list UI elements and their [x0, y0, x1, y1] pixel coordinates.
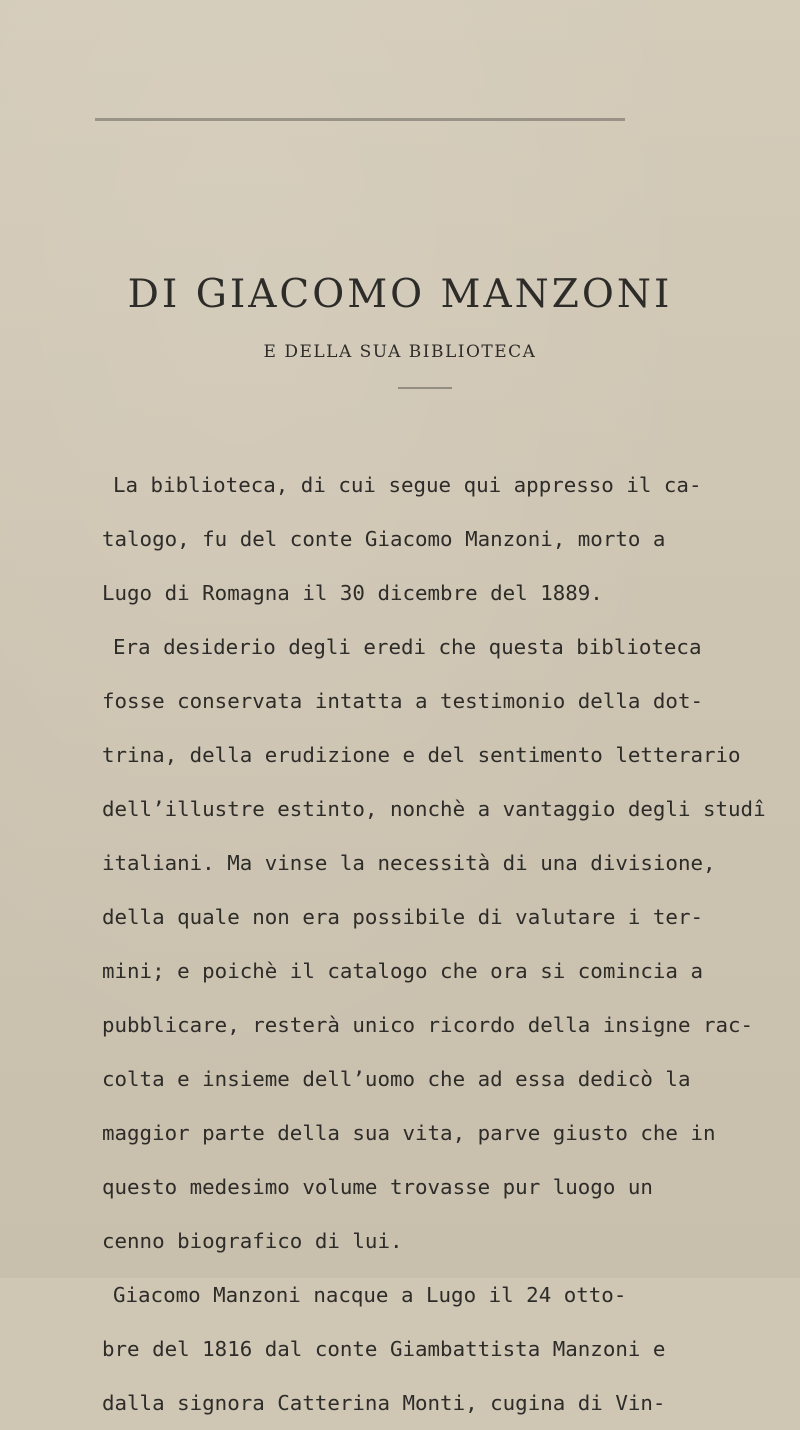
text-line: maggior parte della sua vita, parve giusto che in	[102, 1121, 716, 1145]
text-line: La biblioteca, di cui segue qui appresso il ca-	[113, 473, 702, 497]
title-divider	[398, 387, 452, 389]
text-line: talogo, fu del conte Giacomo Manzoni, morto a	[102, 527, 666, 551]
header-rule	[95, 118, 625, 121]
text-line: dalla signora Catterina Monti, cugina di Vin-	[102, 1391, 666, 1415]
text-line: bre del 1816 dal conte Giambattista Manzoni e	[102, 1337, 666, 1361]
text-line: questo medesimo volume trovasse pur luogo un	[102, 1175, 653, 1199]
text-line: Giacomo Manzoni nacque a Lugo il 24 otto-	[113, 1283, 627, 1307]
text-line: fosse conservata intatta a testimonio della dot-	[102, 689, 703, 713]
text-line: pubblicare, resterà unico ricordo della insigne rac-	[102, 1013, 754, 1037]
page-subtitle: E DELLA SUA BIBLIOTECA	[263, 342, 537, 362]
page-title: DI GIACOMO MANZONI	[127, 272, 673, 317]
text-line: Lugo di Romagna il 30 dicembre del 1889.	[102, 581, 603, 605]
text-line: mini; e poichè il catalogo che ora si comincia a	[102, 959, 703, 983]
text-line: trina, della erudizione e del sentimento letterario	[102, 743, 741, 767]
text-line: dell’illustre estinto, nonchè a vantaggio degli studî	[102, 797, 766, 821]
text-line: della quale non era possibile di valutare i ter-	[102, 905, 703, 929]
text-line: colta e insieme dell’uomo che ad essa dedicò la	[102, 1067, 691, 1091]
text-line: Era desiderio degli eredi che questa biblioteca	[113, 635, 702, 659]
text-line: cenno biografico di lui.	[102, 1229, 403, 1253]
text-line: italiani. Ma vinse la necessità di una divisione,	[102, 851, 716, 875]
body-text	[102, 458, 766, 1430]
